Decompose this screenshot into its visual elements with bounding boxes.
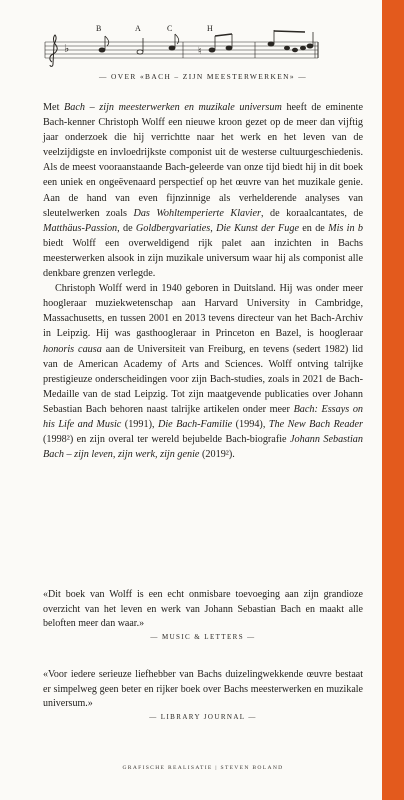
letter-b: B bbox=[96, 24, 102, 33]
p2-text: (1998²) en zijn overal ter wereld bejubelde Bach-biografie bbox=[43, 434, 290, 446]
book-title: Bach – zijn meesterwerken en muzikale universum bbox=[64, 102, 282, 113]
work-title: Das Wohltemperierte Klavier bbox=[133, 207, 261, 219]
p2-text: (1991), bbox=[121, 418, 158, 430]
publication-title: Die Bach-Familie bbox=[157, 418, 233, 430]
letter-a: A bbox=[135, 24, 141, 33]
work-title: Mis in b bbox=[328, 222, 363, 234]
letter-h: H bbox=[207, 24, 213, 33]
review-source-2: — LIBRARY JOURNAL — bbox=[149, 713, 257, 721]
p1-text: , de koraalcantates, de bbox=[260, 207, 363, 219]
orange-spine-band bbox=[382, 0, 404, 800]
p1-text: en de bbox=[298, 222, 329, 234]
intro-paragraph bbox=[43, 100, 363, 281]
work-title: Die Kunst der Fuge bbox=[216, 222, 299, 234]
design-credit: GRAFISCHE REALISATIE | STEVEN BOLAND bbox=[122, 765, 284, 771]
body-text bbox=[43, 100, 363, 462]
bach-music-motif bbox=[43, 24, 363, 70]
p1-text: heeft de eminente Bach-kenner Christoph Wolff een nieuwe kroon gezet op de meer dan vijftig jaar onderzoek die hij verrichtte naar het werk en het leven van de veelzijdigste en invloedrijkste componist uit de westerse cultuurgeschiedenis. Als de meest vooraanstaande Bach-geleerde van onze tijd biedt hij in dit boek een uniek en ongeëvenaard perspectief op het œuvre van het muzikale genie. Aan de hand van even fijnzinnige als verhelderende analyses van sleutelwerken zoals bbox=[43, 102, 363, 219]
publication-title: Johann Sebastian Bach – zijn leven, zijn werk, zijn genie bbox=[43, 434, 363, 461]
p1-text: , bbox=[210, 222, 217, 234]
section-title: — OVER «BACH – ZIJN MEESTERWERKEN» — bbox=[98, 72, 308, 81]
publication-title: The New Bach Reader bbox=[268, 418, 363, 430]
latin-term: honoris causa bbox=[43, 343, 102, 355]
work-title: Matthäus-Passion bbox=[43, 222, 118, 234]
svg-text:♭: ♭ bbox=[64, 42, 70, 55]
svg-text:♮: ♮ bbox=[198, 46, 202, 57]
review-quote-2: «Voor iedere serieuze liefhebber van Bachs duizelingwekkende œuvre bestaat er simpelweg geen beter en rijker boek over Bachs meesterwerken en muzikale universum.» bbox=[43, 669, 363, 709]
bach-letters bbox=[43, 24, 363, 36]
p1-text: , de bbox=[117, 222, 136, 234]
review-quote-1: «Dit boek van Wolff is een echt onmisbare toevoeging aan zijn grandioze overzicht van het leven en werk van Johann Sebastian Bach en maakt alle beloften meer dan waar.» bbox=[43, 589, 363, 629]
letter-c: C bbox=[167, 24, 173, 33]
p1-text: Met bbox=[43, 102, 65, 113]
author-paragraph bbox=[43, 281, 363, 462]
p2-text: (2019²). bbox=[199, 449, 235, 461]
work-title: Goldbergvariaties bbox=[135, 222, 211, 234]
p2-text: (1994), bbox=[232, 418, 269, 430]
p1-text: biedt Wolff een overweldigend rijk palet aan inzichten in Bachs meesterwerken alsook in zijn muzikale universum waar hij als componist alle denkbare grenzen verlegde. bbox=[43, 237, 363, 280]
p2-text: aan de Universiteit van Freiburg, en tevens (sedert 1982) lid van de American Academy of Arts and Sciences. Wolff ontving talrijke prestigieuze onderscheidingen voor zijn Bach-studies, zoals in 2021 de Bach-Medaille van de stad Leipzig. Tot zijn maatgevende publicaties over Johann Sebastian Bach behoren naast talrijke artikelen onder meer bbox=[43, 343, 364, 415]
p2-text: Christoph Wolff werd in 1940 geboren in Duitsland. Hij was onder meer hoogleraar muziekwetenschap aan Harvard University in Cambridge, Massachusetts, en tussen 2001 en 2013 tevens directeur van het Bach-Archiv in Leipzig. Hij was gasthoogleraar in Princeton en Bazel, is hoogleraar bbox=[43, 283, 363, 340]
publication-title: Bach: Essays on his Life and Music bbox=[43, 403, 364, 430]
review-source-1: — MUSIC & LETTERS — bbox=[150, 633, 256, 641]
